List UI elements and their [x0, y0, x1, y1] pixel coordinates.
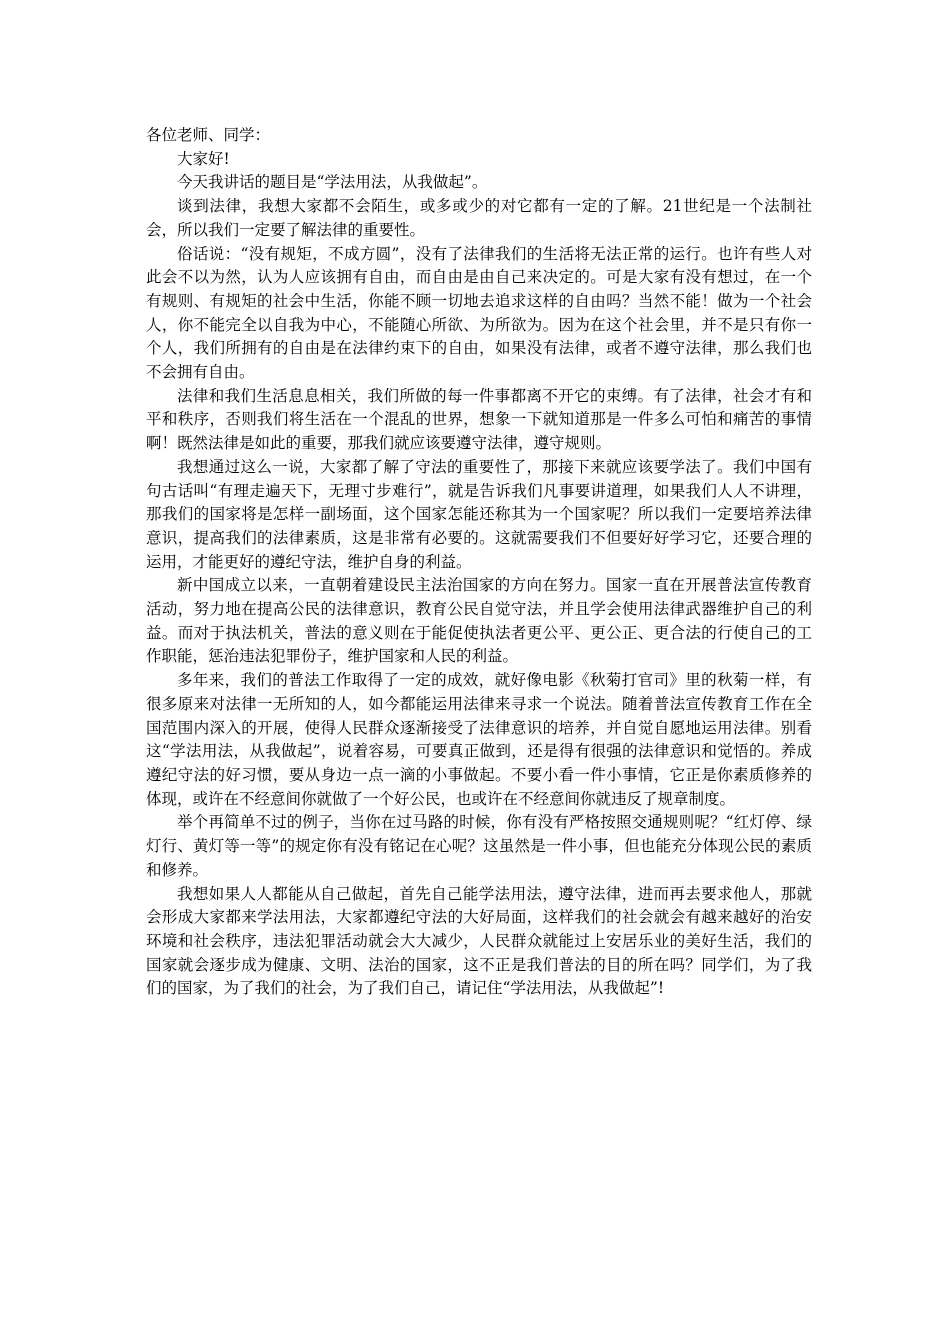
paragraph: 俗话说：“没有规矩，不成方圆”，没有了法律我们的生活将无法正常的运行。也许有些人对此会不以为然，认为人应该拥有自由，而自由是由自己来决定的。可是大家有没有想过，在一个有规则、有规矩的社会中生活，你能不顾一切地去追求这样的自由吗？当然不能！做为一个社会人，你不能完全以自我为中心，不能随心所欲、为所欲为。因为在这个社会里，并不是只有你一个人，我们所拥有的自由是在法律约束下的自由，如果没有法律，或者不遵守法律，那么我们也不会拥有自由。: [146, 244, 812, 382]
salutation: 各位老师、同学：: [146, 126, 271, 144]
paragraph: 举个再简单不过的例子，当你在过马路的时候，你有没有严格按照交通规则呢？“红灯停、绿灯行、黄灯等一等”的规定你有没有铭记在心呢？这虽然是一件小事，但也能充分体现公民的素质和修养。: [146, 813, 812, 879]
paragraph: 我想通过这么一说，大家都了解了守法的重要性了，那接下来就应该要学法了。我们中国有句古话叫“有理走遍天下，无理寸步难行”，就是告诉我们凡事要讲道理，如果我们人人不讲理，那我们的国家将是怎样一副场面，这个国家怎能还称其为一个国家呢？所以我们一定要培养法律意识，提高我们的法律素质，这是非常有必要的。这就需要我们不但要好好学习它，还要合理的运用，才能更好的遵纪守法，维护自身的利益。: [146, 457, 812, 571]
greeting: 大家好!: [177, 149, 230, 168]
paragraph: 法律和我们生活息息相关，我们所做的每一件事都离不开它的束缚。有了法律，社会才有和平和秩序，否则我们将生活在一个混乱的世界，想象一下就知道那是一件多么可怕和痛苦的事情啊！既然法律是如此的重要，那我们就应该要遵守法律，遵守规则。: [146, 386, 812, 453]
paragraph-topic: 今天我讲话的题目是“学法用法，从我做起”。: [177, 173, 488, 192]
paragraph: 谈到法律，我想大家都不会陌生，或多或少的对它都有一定的了解。21世纪是一个法制社会，所以我们一定要了解法律的重要性。: [146, 197, 812, 239]
document-body: [146, 124, 812, 1001]
paragraph: 多年来，我们的普法工作取得了一定的成效，就好像电影《秋菊打官司》里的秋菊一样，有很多原来对法律一无所知的人，如今都能运用法律来寻求一个说法。随着普法宣传教育工作在全国范围内深入的开展，使得人民群众逐渐接受了法律意识的培养，并自觉自愿地运用法律。别看这“学法用法，从我做起”，说着容易，可要真正做到，还是得有很强的法律意识和觉悟的。养成遵纪守法的好习惯，要从身边一点一滴的小事做起。不要小看一件小事情，它正是你素质修养的体现，或许在不经意间你就做了一个好公民，也或许在不经意间你就违反了规章制度。: [146, 671, 812, 808]
paragraph-closing: 我想如果人人都能从自己做起，首先自己能学法用法，遵守法律，进而再去要求他人，那就会形成大家都来学法用法，大家都遵纪守法的大好局面，这样我们的社会就会有越来越好的治安环境和社会秩序，违法犯罪活动就会大大减少，人民群众就能过上安居乐业的美好生活，我们的国家就会逐步成为健康、文明、法治的国家，这不正是我们普法的目的所在吗？同学们，为了我们的国家，为了我们的社会，为了我们自己，请记住“学法用法，从我做起”!: [146, 884, 812, 998]
paragraph: 新中国成立以来，一直朝着建设民主法治国家的方向在努力。国家一直在开展普法宣传教育活动，努力地在提高公民的法律意识，教育公民自觉守法，并且学会使用法律武器维护自己的利益。而对于执法机关，普法的意义则在于能促使执法者更公平、更公正、更合法的行使自己的工作职能，惩治违法犯罪份子，维护国家和人民的利益。: [146, 576, 812, 666]
